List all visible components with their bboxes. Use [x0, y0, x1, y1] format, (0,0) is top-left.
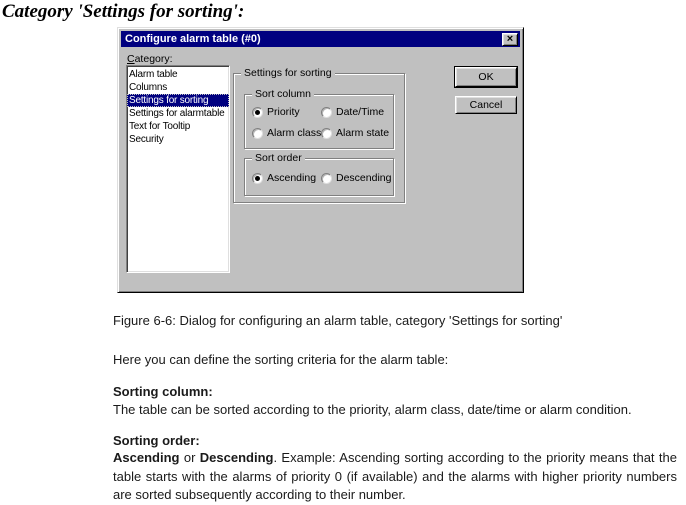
paragraph-text: . Example: Ascending sorting according to the priority means that the table starts with the alarms of priority 0 (if available) and the alarms with higher priority numbers are sorted subsequently according to their number. — [113, 450, 677, 502]
category-label-mnemonic: C — [127, 53, 135, 65]
sorting-column-body: The table can be sorted according to the priority, alarm class, date/time or alarm condition. — [113, 402, 632, 417]
radio-icon — [252, 107, 263, 118]
paragraph-text: or — [179, 450, 200, 465]
radio-option-ascending[interactable] — [252, 172, 316, 184]
sort-order-group-label: Sort order — [252, 152, 305, 165]
settings-for-sorting-group — [233, 67, 405, 203]
radio-icon — [321, 107, 332, 118]
settings-for-sorting-group-label: Settings for sorting — [241, 67, 335, 80]
radio-icon — [252, 128, 263, 139]
intro-text: Here you can define the sorting criteria for the alarm table: — [113, 352, 449, 367]
radio-label: Alarm class — [267, 127, 322, 139]
list-item-security[interactable]: Security — [129, 134, 164, 145]
dialog-titlebar[interactable] — [121, 31, 520, 47]
list-item-text-for-tooltip[interactable]: Text for Tooltip — [129, 121, 191, 132]
radio-label: Date/Time — [336, 106, 385, 118]
radio-option-alarm-class[interactable] — [252, 127, 321, 139]
radio-option-alarm-state[interactable] — [321, 127, 389, 139]
sorting-column-heading: Sorting column: — [113, 384, 213, 399]
sort-column-group-label: Sort column — [252, 88, 314, 101]
category-listbox[interactable] — [126, 65, 230, 273]
cancel-button[interactable]: Cancel — [455, 96, 517, 114]
radio-icon — [252, 173, 263, 184]
list-item-columns[interactable]: Columns — [129, 82, 168, 93]
sort-column-group — [244, 88, 394, 149]
list-item-alarm-table[interactable]: Alarm table — [129, 69, 178, 80]
dialog-configure-alarm-table — [117, 27, 524, 293]
radio-label: Alarm state — [336, 127, 390, 139]
radio-label: Ascending — [267, 172, 317, 184]
close-button[interactable] — [502, 33, 518, 46]
radio-option-date-time[interactable] — [321, 106, 384, 118]
sorting-order-paragraph — [113, 449, 677, 505]
close-icon: × — [506, 33, 514, 45]
sorting-order-heading: Sorting order: — [113, 433, 200, 448]
ok-button[interactable]: OK — [455, 67, 517, 87]
list-item-settings-for-alarmtable[interactable]: Settings for alarmtable — [129, 108, 225, 119]
radio-label: Priority — [267, 106, 300, 118]
radio-option-priority[interactable] — [252, 106, 300, 118]
radio-option-descending[interactable] — [321, 172, 391, 184]
bold-descending: Descending — [199, 450, 274, 465]
radio-icon — [321, 128, 332, 139]
page-heading: Category 'Settings for sorting': — [2, 1, 245, 22]
sort-order-group — [244, 152, 394, 196]
bold-ascending: Ascending — [113, 450, 180, 465]
list-item-settings-for-sorting[interactable]: Settings for sorting — [127, 94, 229, 107]
radio-label: Descending — [336, 172, 392, 184]
category-label-rest: ategory: — [134, 53, 173, 65]
dialog-title: Configure alarm table (#0) — [125, 33, 261, 45]
category-label — [127, 53, 173, 65]
radio-icon — [321, 173, 332, 184]
figure-caption: Figure 6-6: Dialog for configuring an alarm table, category 'Settings for sorting' — [113, 313, 563, 328]
